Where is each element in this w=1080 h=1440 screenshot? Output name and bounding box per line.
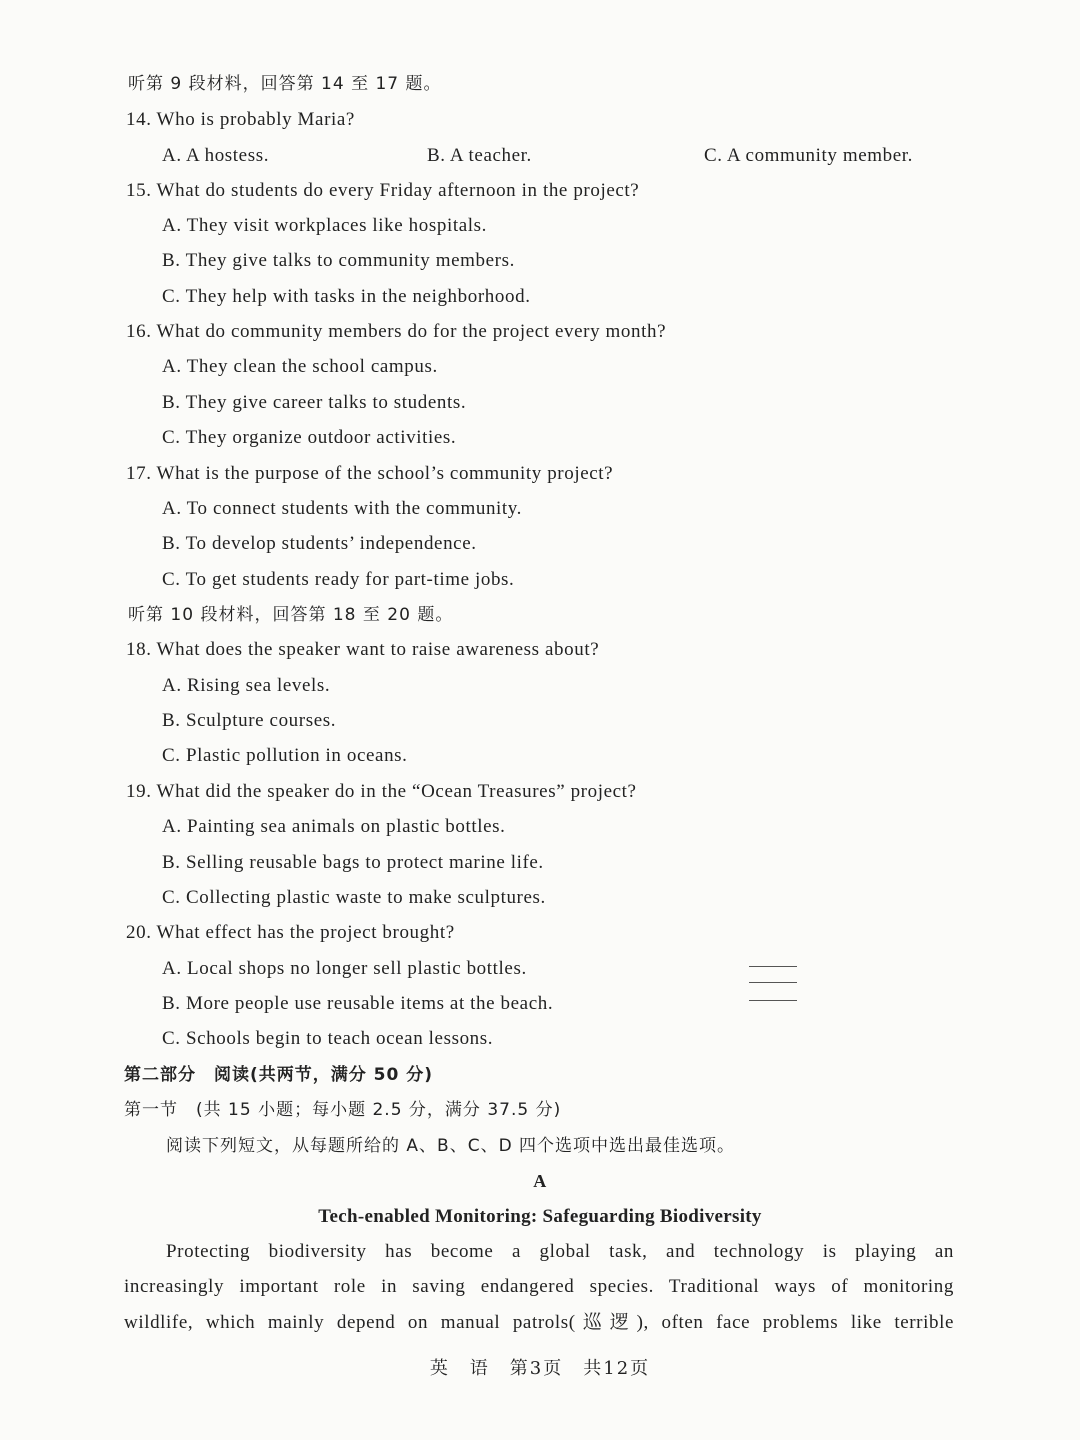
margin-dash <box>749 966 797 967</box>
option-c: C. Plastic pollution in oceans. <box>162 745 408 766</box>
section-9-header: 听第 9 段材料，回答第 14 至 17 题。 <box>128 74 442 94</box>
option-c: C. To get students ready for part-time jobs. <box>162 569 515 590</box>
option-c: C. Schools begin to teach ocean lessons. <box>162 1028 494 1049</box>
question-18: 18. What does the speaker want to raise awareness about? <box>126 639 600 660</box>
option-b: B. To develop students’ independence. <box>162 533 477 554</box>
section-10-header: 听第 10 段材料，回答第 18 至 20 题。 <box>128 605 454 625</box>
question-20: 20. What effect has the project brought? <box>126 922 455 943</box>
option-a: A. Local shops no longer sell plastic bottles. <box>162 958 527 979</box>
option-c: C. They help with tasks in the neighborhood. <box>162 286 531 307</box>
option-a: A. They clean the school campus. <box>162 356 438 377</box>
option-a: A. To connect students with the community. <box>162 498 523 519</box>
option-b: B. Sculpture courses. <box>162 710 337 731</box>
option-a: A. A hostess. <box>162 145 270 166</box>
page-footer: 英 语 第3页 共12页 <box>429 1358 651 1379</box>
reading-instruction: 阅读下列短文，从每题所给的 A、B、C、D 四个选项中选出最佳选项。 <box>166 1136 736 1156</box>
option-a: A. Rising sea levels. <box>162 675 331 696</box>
option-b: B. A teacher. <box>427 145 532 166</box>
option-b: B. Selling reusable bags to protect marine life. <box>162 852 544 873</box>
option-b: B. More people use reusable items at the beach. <box>162 993 554 1014</box>
passage-title: Tech-enabled Monitoring: Safeguarding Biodiversity <box>318 1206 762 1227</box>
passage-line-1: Protecting biodiversity has become a global task, and technology is playing an <box>166 1241 954 1262</box>
passage-letter: A <box>533 1171 547 1191</box>
question-17: 17. What is the purpose of the school’s community project? <box>126 463 614 484</box>
option-c: C. A community member. <box>704 145 913 166</box>
option-c: C. They organize outdoor activities. <box>162 427 457 448</box>
option-c: C. Collecting plastic waste to make sculptures. <box>162 887 546 908</box>
section-1-header: 第一节 (共 15 小题；每小题 2.5 分，满分 37.5 分) <box>124 1100 562 1120</box>
option-b: B. They give career talks to students. <box>162 392 467 413</box>
option-a: A. Painting sea animals on plastic bottles. <box>162 816 506 837</box>
option-b: B. They give talks to community members. <box>162 250 515 271</box>
passage-line-2: increasingly important role in saving endangered species. Traditional ways of monitoring <box>124 1276 954 1297</box>
question-16: 16. What do community members do for the project every month? <box>126 321 667 342</box>
margin-dash <box>749 982 797 983</box>
passage-line-3: wildlife, which mainly depend on manual patrols(巡逻), often face problems like terrible <box>124 1312 954 1333</box>
question-15: 15. What do students do every Friday afternoon in the project? <box>126 180 640 201</box>
question-19: 19. What did the speaker do in the “Ocean Treasures” project? <box>126 781 637 802</box>
question-14: 14. Who is probably Maria? <box>126 109 355 130</box>
part-2-header: 第二部分 阅读(共两节，满分 50 分) <box>124 1065 434 1085</box>
option-a: A. They visit workplaces like hospitals. <box>162 215 487 236</box>
margin-dash <box>749 1000 797 1001</box>
